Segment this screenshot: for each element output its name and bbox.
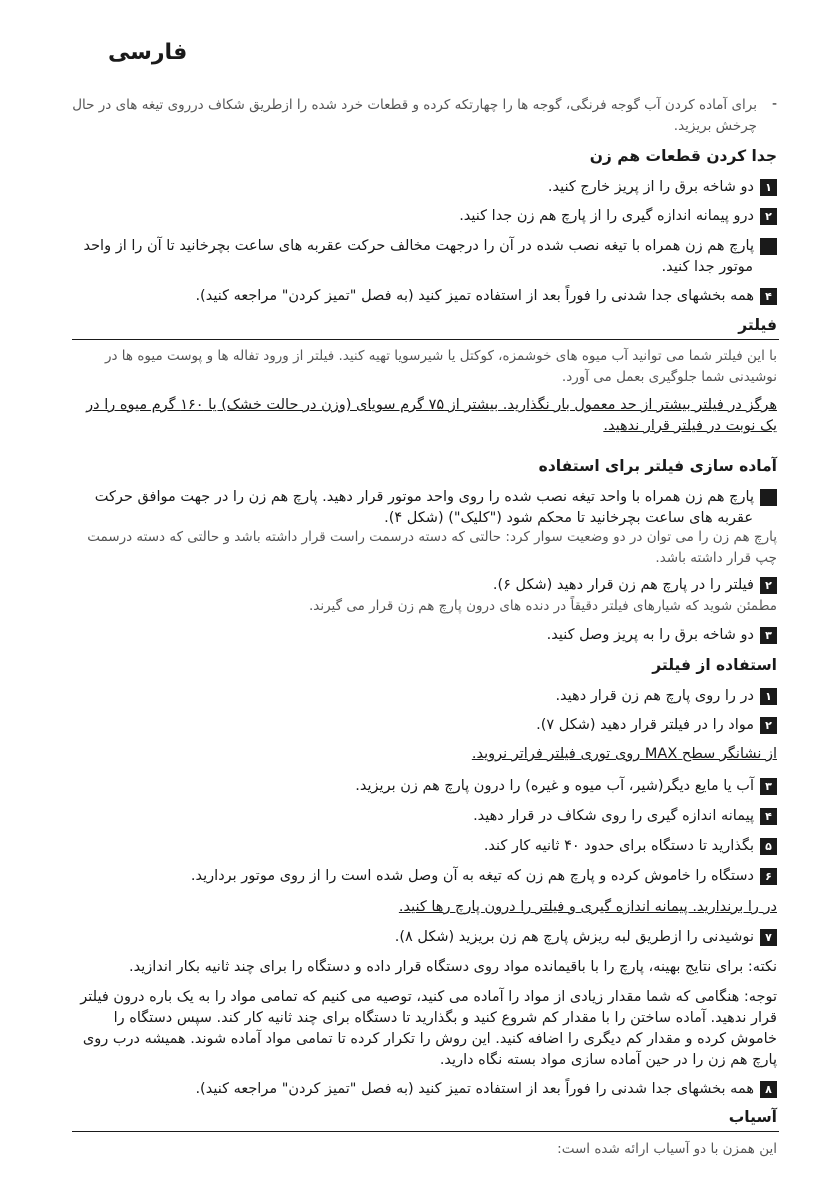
filter-heading: فیلتر <box>738 316 777 334</box>
prepare-heading: آماده سازی فیلتر برای استفاده <box>538 457 777 475</box>
use-step-6: ۶دستگاه را خاموش کرده و پارچ هم زن که تیغه به آن وصل شده است را از روی موتور بردارید. <box>67 866 777 887</box>
step-number: ۳ <box>760 627 777 644</box>
step-number: ۳ <box>760 778 777 795</box>
step-number: ۵ <box>760 838 777 855</box>
filter-warning: هرگز در فیلتر بیشتر از حد معمول بار نگذارید. بیشتر از ۷۵ گرم سویای (وزن در حالت خشک) یا ۱۶۰ گرم میوه را در یک نوبت در فیلتر قرار ندهید. <box>86 397 777 434</box>
detach-step-4: ۴همه بخشهای جدا شدنی را فوراً بعد از استفاده تمیز کنید (به فصل "تمیز کردن" مراجعه کنید). <box>67 286 777 307</box>
step-number: ۴ <box>760 288 777 305</box>
step-number: ۱ <box>760 179 777 196</box>
use-step-5: ۵بگذارید تا دستگاه برای حدود ۴۰ ثانیه کار کند. <box>67 836 777 857</box>
detach-step-2: ۲درو پیمانه اندازه گیری را از پارچ هم زن جدا کنید. <box>67 206 777 227</box>
detach-heading: جدا کردن قطعات هم زن <box>589 147 777 165</box>
bullet-dash: - <box>771 96 777 112</box>
prepare-note-2: مطمئن شوید که شیارهای فیلتر دقیقاً در دنده های درون پارچ هم زن قرار می گیرند. <box>308 598 777 614</box>
tip-text: نکته: برای نتایج بهینه، پارچ را با باقیمانده مواد روی دستگاه قرار داده و دستگاه را برای چند ثانیه بکار اندازید. <box>129 959 777 975</box>
use-heading: استفاده از فیلتر <box>652 656 777 674</box>
step-number: ۶ <box>760 868 777 885</box>
step-number: ۱ <box>760 688 777 705</box>
mill-description: این همزن با دو آسیاب ارائه شده است: <box>557 1141 777 1157</box>
use-step-2: ۲مواد را در فیلتر قرار دهید (شکل ۷). <box>67 715 777 736</box>
max-level-note: از نشانگر سطح MAX روی توری فیلتر فراتر نروید. <box>471 746 777 762</box>
section-divider <box>72 1131 779 1132</box>
detach-step-1: ۱دو شاخه برق را از پریز خارج کنید. <box>67 177 777 198</box>
use-step-1: ۱در را روی پارچ هم زن قرار دهید. <box>67 686 777 707</box>
filter-description: با این فیلتر شما می توانید آب میوه های خوشمزه، کوکتل یا شیرسویا تهیه کنید. فیلتر از ورود تفاله ها و پوست میوه ها در نوشیدنی شما جلوگیری بعمل می آورد. <box>104 348 777 385</box>
detach-step-3: ۳پارچ هم زن همراه با تیغه نصب شده در آن را درجهت مخالف حرکت عقربه های ساعت بچرخانید تا آن را از واحد موتور جدا کنید. <box>83 238 784 275</box>
section-divider <box>72 339 779 340</box>
step-number: ۴ <box>760 808 777 825</box>
language-title: فارسی <box>108 40 188 65</box>
prepare-step-1: ۱پارچ هم زن همراه با واحد تیغه نصب شده را روی واحد موتور قرار دهید. پارچ هم زن را در جهت موافق حرکت عقربه های ساعت بچرخانید تا محکم شود ("کلیک") (شکل ۴). <box>94 489 784 526</box>
step-number: ۲ <box>760 208 777 225</box>
use-step-3: ۳آب یا مایع دیگر(شیر، آب میوه و غیره) را درون پارچ هم زن بریزید. <box>67 776 777 797</box>
attention-text: توجه: هنگامی که شما مقدار زیادی از مواد را آماده می کنید، توصیه می کنیم که تمامی مواد را به یک باره درون فیلتر قرار ندهید. آماده ساختن را با مقدار کم شروع کنید و بگذارید تا دستگاه برای چند ثانیه کار کند. سپس دستگاه را خاموش کرده و مقدار کم دیگری را اضافه کنید. این روش را تکرار کرده تا تمامی مواد آماده شوند. همیشه درب روی پارچ هم زن را در حین آماده سازی مواد بسته نگاه دارید. <box>80 989 777 1068</box>
use-step-8: ۸همه بخشهای جدا شدنی را فوراً بعد از استفاده تمیز کنید (به فصل "تمیز کردن" مراجعه کنید). <box>67 1079 777 1100</box>
prepare-step-3: ۳دو شاخه برق را به پریز وصل کنید. <box>67 625 777 646</box>
step-number: ۷ <box>760 929 777 946</box>
step-number: ۲ <box>760 577 777 594</box>
step-number: ۳ <box>760 238 777 255</box>
step-number: ۱ <box>760 489 777 506</box>
prepare-step-2: ۲فیلتر را در پارچ هم زن قرار دهید (شکل ۶). <box>67 575 777 596</box>
step-number: ۸ <box>760 1081 777 1098</box>
use-step-4: ۴پیمانه اندازه گیری را روی شکاف در قرار دهید. <box>67 806 777 827</box>
remove-note: در را برندارید. پیمانه اندازه گیری و فیلتر را درون پارچ رها کنید. <box>398 899 777 915</box>
use-step-7: ۷نوشیدنی را ازطریق لبه ریزش پارچ هم زن بریزید (شکل ۸). <box>67 927 777 948</box>
step-number: ۲ <box>760 717 777 734</box>
intro-text: برای آماده کردن آب گوجه فرنگی، گوجه ها را چهارتکه کرده و قطعات خرد شده را ازطریق شکاف درروی تیغه های در حال چرخش بریزید. <box>72 97 757 134</box>
mill-heading: آسیاب <box>728 1108 777 1126</box>
prepare-note-1: پارچ هم زن را می توان در دو وضعیت سوار کرد: حالتی که دسته درسمت راست قرار داشته باشد و حالتی که دسته درسمت چپ قرار داشته باشد. <box>87 529 777 566</box>
